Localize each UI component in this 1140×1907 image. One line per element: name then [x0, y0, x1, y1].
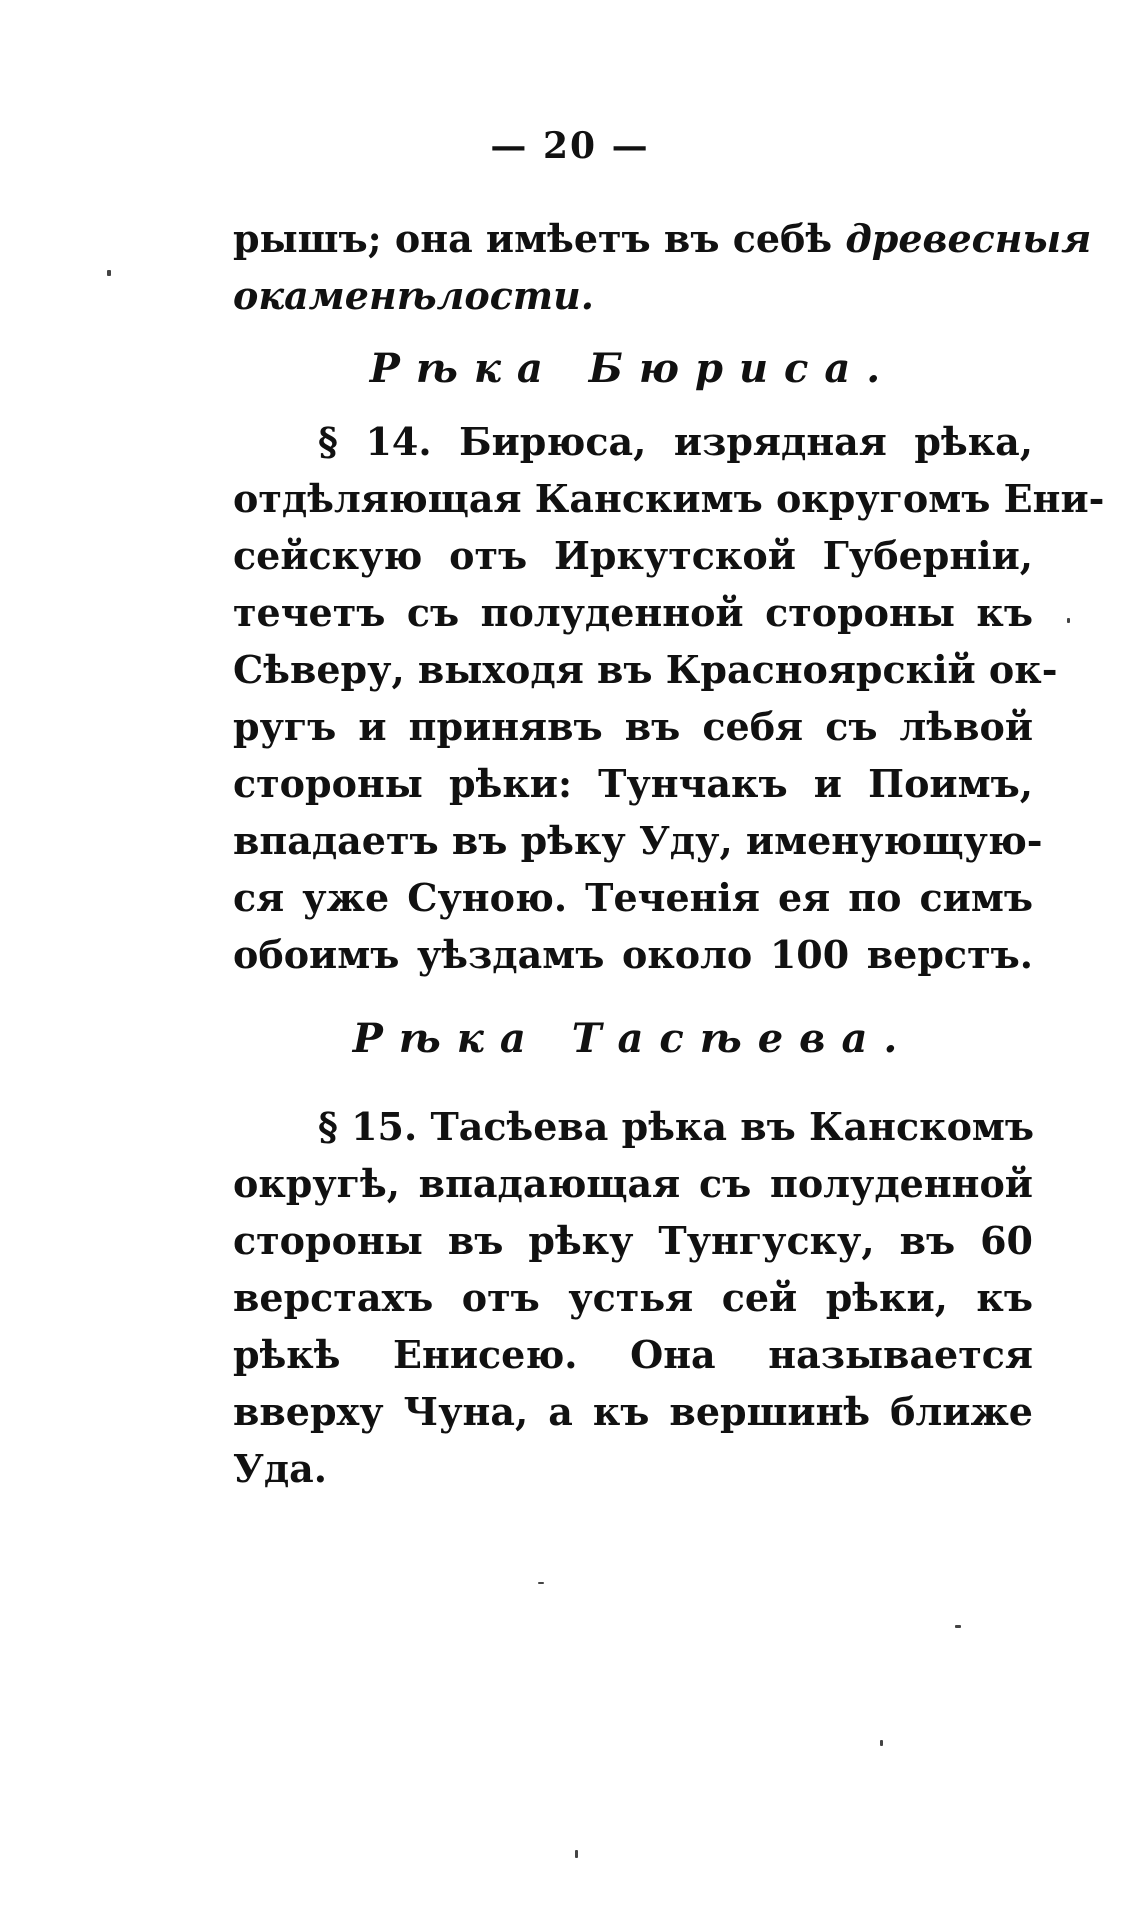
text-line: ся уже Суною. Теченія ея по симъ [233, 875, 1033, 920]
scan-speck [107, 270, 111, 276]
scan-speck [1067, 618, 1070, 623]
scan-speck [575, 1850, 578, 1858]
text-line: Сѣверу, выходя въ Красноярскій ок- [233, 647, 1058, 692]
text-line: ругъ и принявъ въ себя съ лѣвой [233, 704, 1033, 749]
intro-line-1 [233, 210, 1092, 267]
section-heading-biryusa: Рѣка Бюриса. [369, 345, 897, 392]
text-line: обоимъ уѣздамъ около 100 верстъ. [233, 932, 1033, 977]
text-line: стороны рѣки: Тунчакъ и Поимъ, [233, 761, 1033, 806]
text-line: вверху Чуна, а къ вершинѣ ближе [233, 1389, 1033, 1434]
text-line: сейскую отъ Иркутской Губерніи, [233, 533, 1033, 578]
scan-speck [538, 1582, 544, 1584]
intro-line-1-plain: рышъ; она имѣетъ въ себѣ [233, 216, 833, 261]
scan-speck [880, 1740, 883, 1746]
text-line: § 15. Тасѣева рѣка въ Канскомъ [318, 1104, 1035, 1149]
text-line: стороны въ рѣку Тунгуску, въ 60 [233, 1218, 1033, 1263]
text-line: § 14. Бирюса, изрядная рѣка, [318, 419, 1033, 464]
section-body-biryusa [233, 413, 1105, 983]
text-line: впадаетъ въ рѣку Уду, именующую- [233, 818, 1043, 863]
page-number: — 20 — [490, 125, 650, 167]
intro-text [233, 210, 1092, 324]
scan-speck [955, 1625, 961, 1628]
text-line: верстахъ отъ устья сей рѣки, къ [233, 1275, 1033, 1320]
intro-line-1-italic: древесныя [845, 216, 1092, 261]
text-line: отдѣляющая Канскимъ округомъ Ени- [233, 476, 1105, 521]
text-line: округѣ, впадающая съ полуденной [233, 1161, 1033, 1206]
text-line: рѣкѣ Енисею. Она называется [233, 1332, 1033, 1377]
intro-line-2: окаменѣлости. [233, 273, 594, 318]
section-heading-taseeva: Рѣка Тасѣева. [352, 1015, 914, 1062]
text-line: Уда. [233, 1446, 328, 1491]
section-body-taseeva [233, 1098, 1033, 1497]
text-line: течетъ съ полуденной стороны къ [233, 590, 1033, 635]
